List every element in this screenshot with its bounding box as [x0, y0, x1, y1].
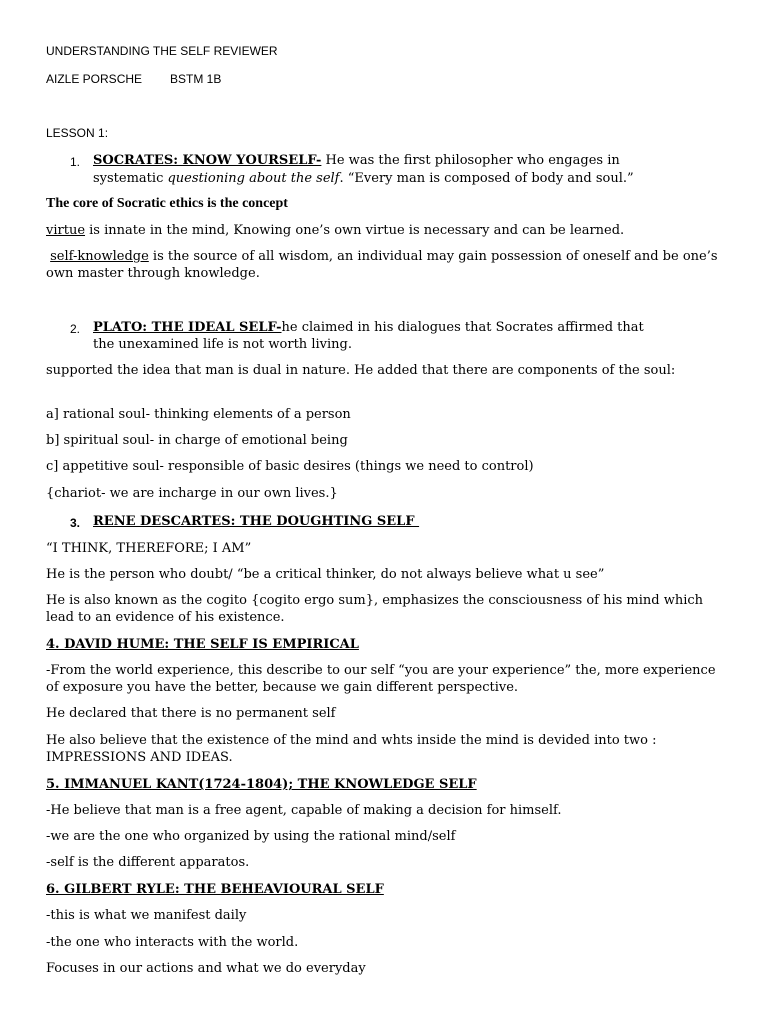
descartes-heading: RENE DESCARTES: THE DOUGHTING SELF [93, 514, 420, 529]
list-number-2: 2. [70, 322, 81, 336]
student-name: AIZLE PORSCHE [46, 72, 143, 86]
ryle-p1: -this is what we manifest daily [46, 908, 247, 923]
virtue-paragraph [46, 222, 624, 239]
socrates-text-b-end: . “Every man is composed of body and soul.” [339, 171, 634, 186]
chariot-note: {chariot- we are incharge in our own lives.} [46, 486, 338, 501]
spiritual-soul-item: b] spiritual soul- in charge of emotional being [46, 433, 348, 448]
kant-p2: -we are the one who organized by using the rational mind/self [46, 829, 456, 844]
ryle-heading: 6. GILBERT RYLE: THE BEHEAVIOURAL SELF [46, 882, 384, 897]
appetitive-soul-item: c] appetitive soul- responsible of basic desires (things we need to control) [46, 459, 534, 474]
lesson-label: LESSON 1: [46, 126, 109, 140]
hume-heading: 4. DAVID HUME: THE SELF IS EMPIRICAL [46, 637, 359, 652]
self-knowledge-paragraph [46, 248, 722, 282]
socrates-text-b: systematic [93, 171, 168, 186]
plato-line-1 [93, 319, 644, 336]
document-title: UNDERSTANDING THE SELF REVIEWER [46, 44, 278, 58]
descartes-quote: “I THINK, THEREFORE; I AM” [46, 541, 252, 556]
plato-text-a: he claimed in his dialogues that Socrates affirmed that [281, 320, 644, 335]
kant-heading: 5. IMMANUEL KANT(1724-1804); THE KNOWLEDGE SELF [46, 777, 477, 792]
hume-p3: He also believe that the existence of the mind and whts inside the mind is devided into two : IMPRESSIONS AND IDEAS. [46, 733, 657, 765]
list-number-3: 3. [70, 516, 81, 530]
descartes-p2: He is also known as the cogito {cogito ergo sum}, emphasizes the consciousness of his mind which lead to an evidence of his existence. [46, 593, 704, 625]
rational-soul-item: a] rational soul- thinking elements of a person [46, 407, 351, 422]
hume-p2: He declared that there is no permanent self [46, 706, 336, 721]
hume-p1: -From the world experience, this describe to our self “you are your experience” the, more experience of exposure you have the better, because we gain different perspective. [46, 663, 716, 695]
descartes-p1: He is the person who doubt/ “be a critical thinker, do not always believe what u see” [46, 567, 605, 582]
ryle-p2: -the one who interacts with the world. [46, 935, 299, 950]
plato-dual-nature-paragraph: supported the idea that man is dual in nature. He added that there are components of the soul: [46, 363, 676, 378]
socrates-text-a: He was the first philosopher who engages in [321, 153, 620, 168]
self-knowledge-term: self-knowledge [50, 249, 149, 264]
self-knowledge-rest: is the source of all wisdom, an individual may gain possession of oneself and be one’s own master through knowledge. [46, 249, 718, 281]
socrates-line-1 [93, 152, 620, 169]
socrates-heading: SOCRATES: KNOW YOURSELF- [93, 153, 322, 168]
plato-line-2: the unexamined life is not worth living. [93, 337, 352, 352]
kant-p3: -self is the different apparatos. [46, 855, 250, 870]
kant-p1: -He believe that man is a free agent, capable of making a decision for himself. [46, 803, 562, 818]
ryle-p3: Focuses in our actions and what we do everyday [46, 961, 366, 976]
plato-heading: PLATO: THE IDEAL SELF- [93, 320, 282, 335]
socrates-text-italic: questioning about the self [167, 171, 340, 186]
virtue-term: virtue [46, 223, 86, 238]
virtue-rest: is innate in the mind, Knowing one’s own virtue is necessary and can be learned. [85, 223, 625, 238]
socratic-core-heading: The core of Socratic ethics is the concept [46, 196, 288, 211]
socrates-line-2 [93, 170, 634, 187]
list-number-1: 1. [70, 155, 81, 169]
student-section: BSTM 1B [170, 72, 222, 86]
